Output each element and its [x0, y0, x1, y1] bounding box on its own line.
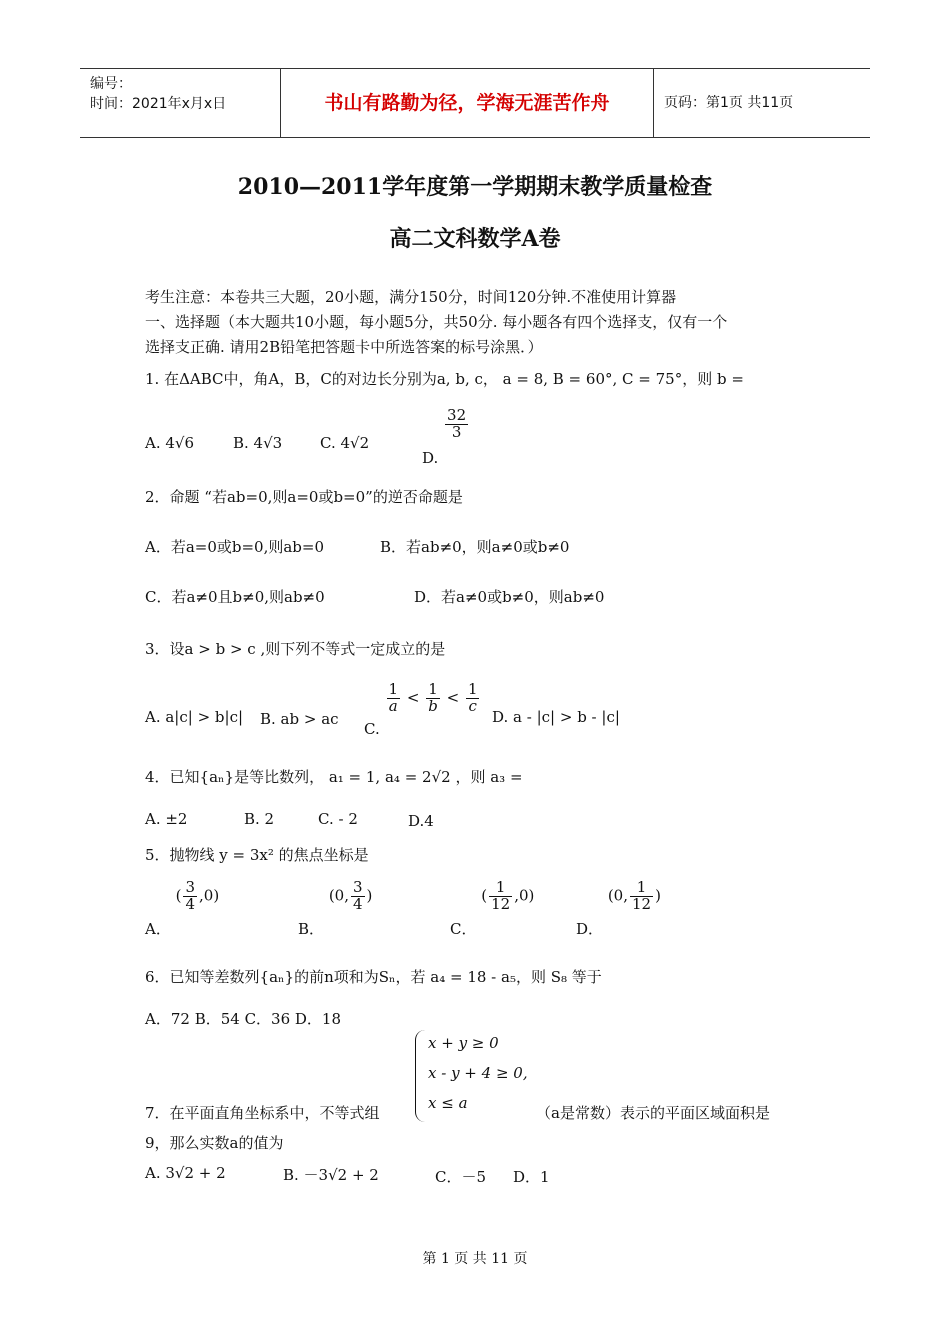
paren-close: ,0): [514, 886, 535, 905]
paren-open: (: [175, 886, 182, 905]
question-5-option-d: [576, 878, 661, 939]
question-5-option-b: [298, 878, 373, 939]
question-5-option-c: [450, 878, 535, 939]
fraction-numerator: 3: [352, 878, 363, 896]
exam-notice: 考生注意：本卷共三大题，20小题，满分150分，时间120分钟.不准使用计算器: [145, 288, 677, 306]
header-id-label: 编号：: [90, 76, 132, 92]
option-b-label: B．: [298, 920, 325, 939]
fraction-denominator: b: [428, 696, 438, 715]
fraction: [445, 408, 468, 441]
less-than-sign: <: [446, 688, 460, 707]
question-4-stem: 4．已知{aₙ}是等比数列， a₁ = 1, a₄ = 2√2 ，则 a₃ =: [145, 768, 523, 786]
document-header: [80, 68, 870, 138]
question-7-option-b: B. －3√2 + 2: [283, 1166, 379, 1184]
question-4-option-b: B. 2: [244, 810, 275, 828]
header-page-info: 页码：第1页 共11页: [664, 95, 794, 111]
fraction-denominator: 12: [491, 894, 511, 913]
fraction-denominator: 4: [185, 894, 196, 913]
question-3-option-c: [364, 680, 481, 739]
option-a-label: A．: [145, 920, 171, 939]
paren-close: ): [366, 886, 373, 905]
fraction-numerator: 1: [388, 680, 399, 698]
fraction: [426, 682, 440, 715]
question-7-option-d: D．1: [513, 1168, 550, 1186]
option-c-label: C.: [364, 720, 380, 739]
system-line-1: x + y ≥ 0: [428, 1034, 499, 1052]
question-3-stem: 3．设a > b > c ,则下列不等式一定成立的是: [145, 640, 446, 658]
paren-open: (0,: [328, 886, 349, 905]
fraction: [183, 880, 197, 913]
question-2-option-d: D．若a≠0或b≠0，则ab≠0: [414, 588, 605, 606]
fraction: [630, 880, 653, 913]
system-line-3: x ≤ a: [428, 1094, 468, 1112]
fraction-denominator: a: [388, 696, 398, 715]
question-6-options: A．72 B．54 C．36 D．18: [145, 1010, 342, 1028]
paren-close: ,0): [199, 886, 220, 905]
fraction-denominator: 3: [451, 422, 462, 441]
fraction-numerator: 1: [630, 880, 653, 897]
question-3-option-a: A. a|c| > b|c|: [145, 708, 244, 726]
question-7-stem-line2: 9，那么实数a的值为: [145, 1134, 284, 1152]
paren-open: (: [481, 886, 488, 905]
fraction-numerator: 1: [489, 880, 512, 897]
paren-close: ): [655, 886, 661, 905]
section-1-intro-line1: 一、选择题（本大题共10小题，每小题5分，共50分. 每小题各有四个选择支，仅有一个: [145, 313, 728, 331]
question-1-option-c: C. 4√2: [320, 434, 370, 452]
fraction-denominator: 4: [352, 894, 363, 913]
page-footer: 第 1 页 共 11 页: [422, 1251, 528, 1267]
fraction: [351, 880, 365, 913]
question-4-option-d: D.4: [408, 812, 434, 830]
question-6-stem: 6．已知等差数列{aₙ}的前n项和为Sₙ，若 a₄ = 18 - a₅，则 S₈ 等于: [145, 968, 602, 986]
fraction: [466, 682, 480, 715]
fraction-numerator: 1: [467, 680, 478, 698]
question-2-option-a: A．若a=0或b=0,则ab=0: [145, 538, 325, 556]
fraction-numerator: 32: [447, 406, 467, 424]
option-d-label: D．: [576, 920, 604, 939]
question-1-option-d: [422, 406, 470, 468]
paren-open: (0,: [607, 886, 628, 905]
question-1-option-a: A. 4√6: [145, 434, 195, 452]
question-5-option-a: [145, 878, 220, 939]
question-2-stem: 2．命题 “若ab=0,则a=0或b=0”的逆否命题是: [145, 488, 463, 506]
question-3-option-d: D. a - |c| > b - |c|: [492, 708, 620, 726]
question-5-stem: 5．抛物线 y = 3x² 的焦点坐标是: [145, 846, 369, 864]
system-line-2: x - y + 4 ≥ 0,: [428, 1064, 528, 1082]
question-7-option-c: C．－5: [435, 1168, 487, 1186]
header-motto: 书山有路勤为径，学海无涯苦作舟: [281, 69, 654, 137]
question-4-option-a: A. ±2: [145, 810, 188, 828]
question-4-option-c: C. - 2: [318, 810, 358, 828]
header-date: 时间：2021年x月x日: [90, 96, 227, 112]
less-than-sign: <: [406, 688, 420, 707]
exam-subtitle: 高二文科数学A卷: [389, 226, 561, 252]
section-1-intro-line2: 选择支正确. 请用2B铅笔把答题卡中所选答案的标号涂黑．）: [145, 338, 543, 356]
option-d-label: D.: [422, 449, 439, 468]
header-meta-cell: [80, 69, 281, 137]
exam-title: 2010—2011学年度第一学期期末教学质量检查: [237, 174, 713, 200]
question-3-option-b: B. ab > ac: [260, 710, 339, 728]
question-2-option-c: C．若a≠0且b≠0,则ab≠0: [145, 588, 325, 606]
fraction-numerator: 1: [426, 682, 440, 699]
question-7-stem-end: （a是常数）表示的平面区域面积是: [536, 1104, 770, 1122]
question-7-option-a: A. 3√2 + 2: [145, 1164, 226, 1182]
fraction-denominator: c: [468, 696, 477, 715]
fraction-denominator: 12: [631, 894, 652, 913]
question-1-option-b: B. 4√3: [233, 434, 283, 452]
question-7-stem-start: 7．在平面直角坐标系中，不等式组: [145, 1104, 380, 1122]
question-1-stem: 1. 在ΔABC中，角A，B，C的对边长分别为a, b, c， a = 8, B = 60°, C = 75°，则 b =: [145, 370, 744, 388]
option-c-label: C．: [450, 920, 477, 939]
fraction: [387, 682, 401, 715]
system-brace: [415, 1030, 426, 1122]
fraction: [489, 880, 512, 913]
fraction-numerator: 3: [185, 878, 196, 896]
question-2-option-b: B．若ab≠0，则a≠0或b≠0: [380, 538, 570, 556]
